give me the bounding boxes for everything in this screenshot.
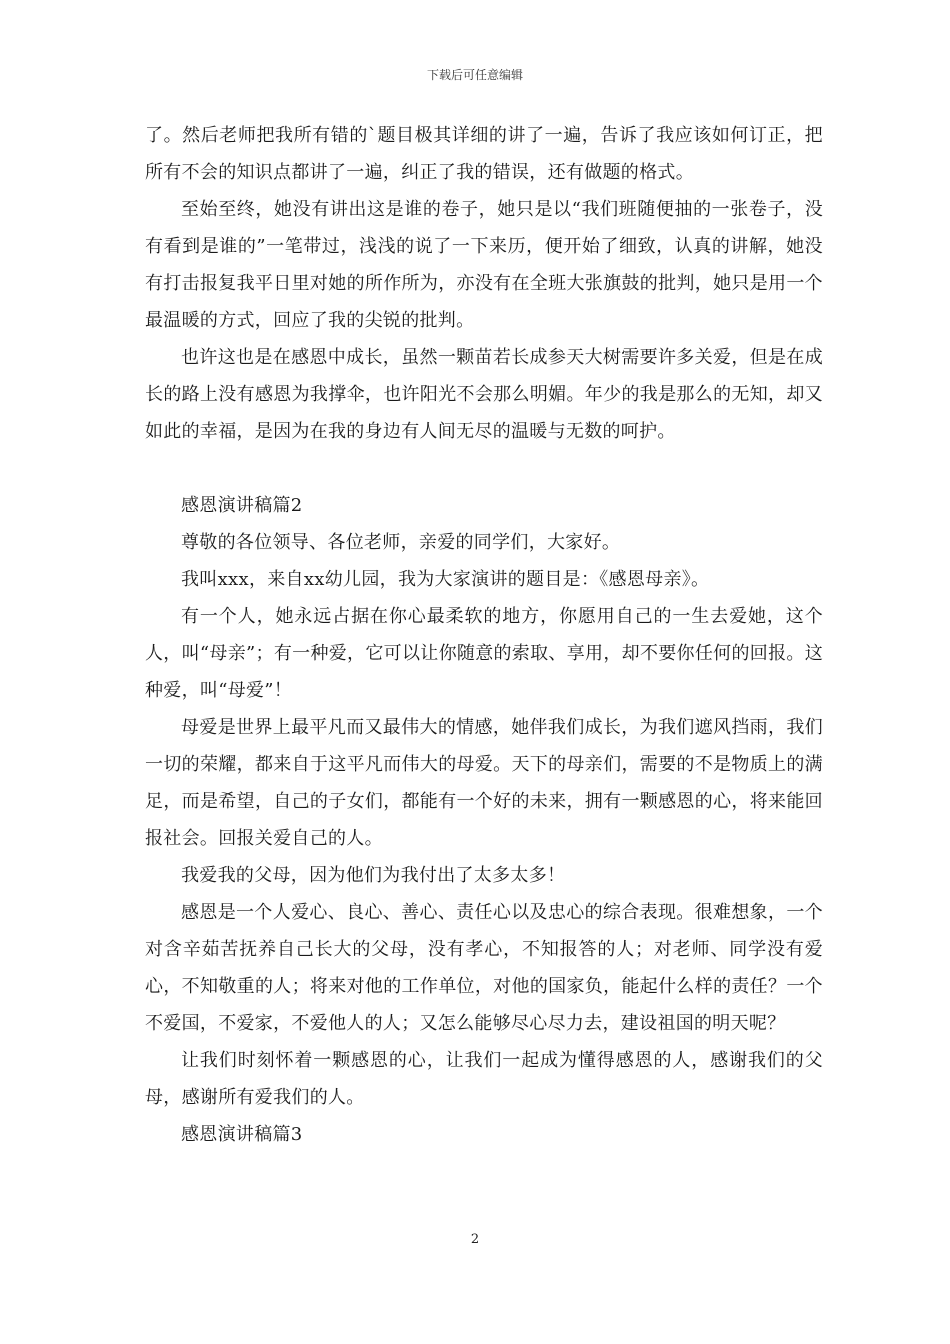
- paragraph: 也许这也是在感恩中成长，虽然一颗苗若长成参天大树需要许多关爱，但是在成长的路上没有感恩为我撑伞，也许阳光不会那么明媚。年少的我是那么的无知，却又如此的幸福，是因为在我的身边有人间无尽的温暖与无数的呵护。: [145, 347, 823, 442]
- document-body: [145, 117, 823, 1153]
- paragraph: 母爱是世界上最平凡而又最伟大的情感，她伴我们成长，为我们遮风挡雨，我们一切的荣耀，都来自于这平凡而伟大的母爱。天下的母亲们，需要的不是物质上的满足，而是希望，自己的子女们，都能有一个好的未来，拥有一颗感恩的心，将来能回报社会。回报关爱自己的人。: [145, 717, 823, 849]
- paragraph-introduction: 我叫xxx，来自xx幼儿园，我为大家演讲的题目是：《感恩母亲》。: [181, 569, 710, 590]
- page-number: 2: [470, 1232, 480, 1247]
- paragraph: 让我们时刻怀着一颗感恩的心，让我们一起成为懂得感恩的人，感谢我们的父母，感谢所有爱我们的人。: [145, 1050, 823, 1108]
- paragraph: 至始至终，她没有讲出这是谁的卷子，她只是以“我们班随便抽的一张卷子，没有看到是谁的”一笔带过，浅浅的说了一下来历，便开始了细致，认真的讲解，她没有打击报复我平日里对她的所作所为，亦没有在全班大张旗鼓的批判，她只是用一个最温暖的方式，回应了我的尖锐的批判。: [145, 199, 823, 331]
- section-heading: 感恩演讲稿篇3: [181, 1124, 303, 1145]
- paragraph: 我爱我的父母，因为他们为我付出了太多太多！: [181, 865, 566, 886]
- page-header: 下载后可任意编辑: [426, 68, 523, 82]
- paragraph: 有一个人，她永远占据在你心最柔软的地方，你愿用自己的一生去爱她，这个人，叫“母亲”；有一种爱，它可以让你随意的索取、享用，却不要你任何的回报。这种爱，叫“母爱”！: [145, 606, 823, 701]
- paragraph: 感恩是一个人爱心、良心、善心、责任心以及忠心的综合表现。很难想象，一个对含辛茹苦抚养自己长大的父母，没有孝心，不知报答的人；对老师、同学没有爱心，不知敬重的人；将来对他的工作单位，对他的国家负，能起什么样的责任？一个不爱国，不爱家，不爱他人的人；又怎么能够尽心尽力去，建设祖国的明天呢？: [145, 902, 823, 1034]
- blank-line: [145, 450, 823, 487]
- paragraph-continuation: 了。然后老师把我所有错的`题目极其详细的讲了一遍，告诉了我应该如何订正，把所有不会的知识点都讲了一遍，纠正了我的错误，还有做题的格式。: [145, 125, 823, 183]
- paragraph-greeting: 尊敬的各位领导、各位老师，亲爱的同学们，大家好。: [181, 532, 621, 553]
- section-heading: 感恩演讲稿篇2: [181, 495, 303, 516]
